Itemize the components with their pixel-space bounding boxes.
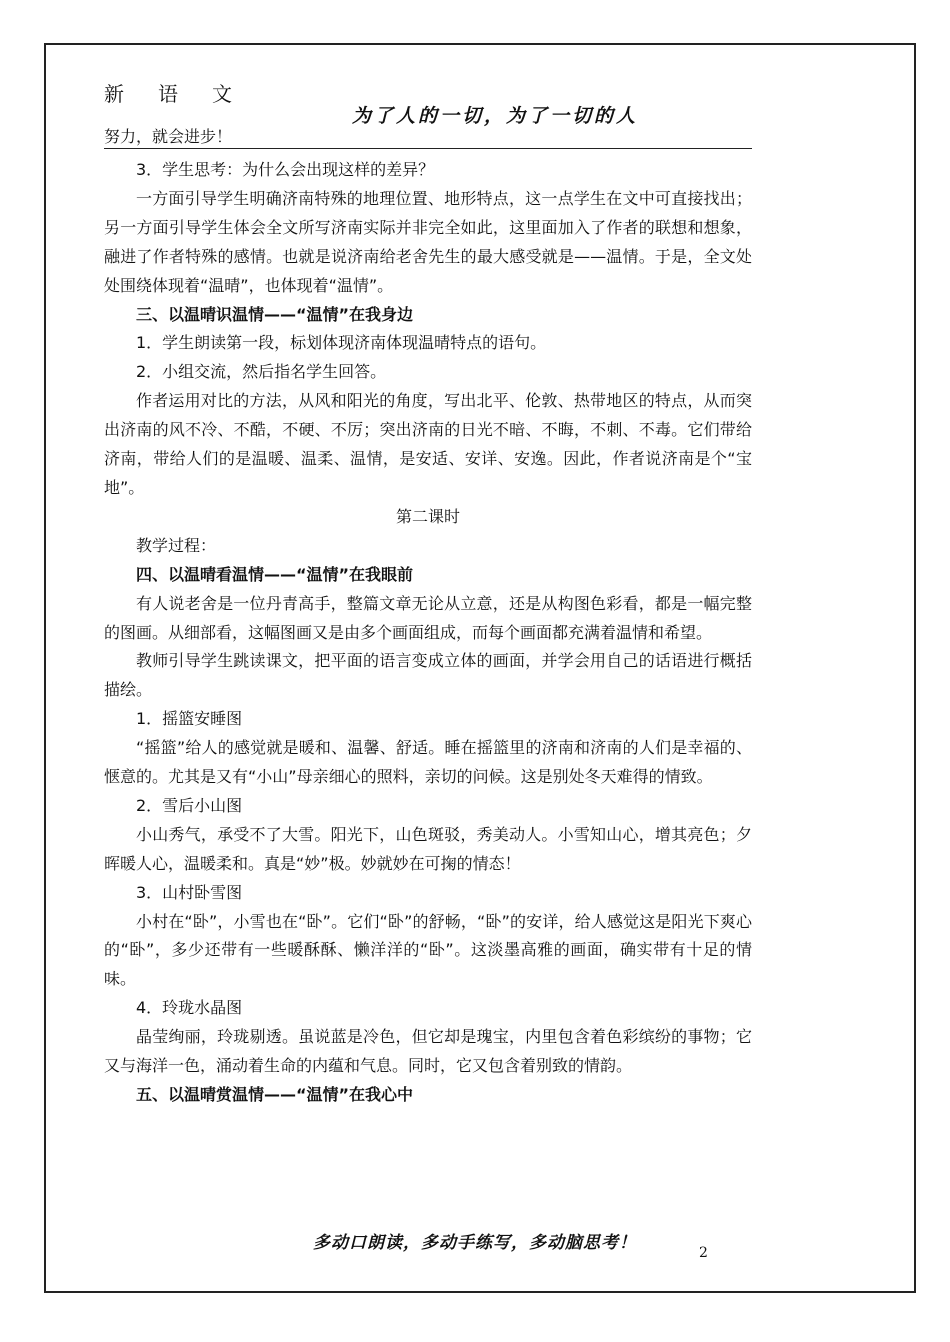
paragraph: 晶莹绚丽，玲珑剔透。虽说蓝是冷色，但它却是瑰宝，内里包含着色彩缤纷的事物；它又与海洋一色，涌动着生命的内蕴和气息。同时，它又包含着别致的情韵。: [104, 1027, 752, 1076]
subheading: 2．雪后小山图: [136, 795, 243, 815]
paragraph: 小村在“卧”，小雪也在“卧”。它们“卧”的舒畅，“卧”的安详，给人感觉这是阳光下爽心的“卧”，多少还带有一些暖酥酥、懒洋洋的“卧”。这淡墨高雅的画面，确实带有十足的情味。: [104, 911, 752, 989]
paragraph: 有人说老舍是一位丹青高手，整篇文章无论从立意，还是从构图色彩看，都是一幅完整的图画。从细部看，这幅图画又是由多个画面组成，而每个画面都充满着温情和希望。: [104, 593, 752, 642]
page-number: 2: [699, 1245, 708, 1261]
paragraph: 1．学生朗读第一段，标划体现济南体现温晴特点的语句。: [136, 333, 547, 353]
footer-slogan: 多动口朗读，多动手练写，多动脑思考！: [313, 1233, 637, 1253]
header-divider: [104, 148, 752, 149]
subheading: 3．山村卧雪图: [136, 882, 243, 902]
header-slogan: 为了人的一切，为了一切的人: [352, 105, 639, 127]
paragraph: 2．小组交流，然后指名学生回答。: [136, 362, 387, 382]
section-heading: 五、以温晴赏温情——“温情”在我心中: [136, 1085, 414, 1104]
paragraph: “摇篮”给人的感觉就是暖和、温馨、舒适。睡在摇篮里的济南和济南的人们是幸福的、惬意的。尤其是又有“小山”母亲细心的照料，亲切的问候。这是别处冬天难得的情致。: [104, 738, 752, 787]
paragraph: 一方面引导学生明确济南特殊的地理位置、地形特点，这一点学生在文中可直接找出；另一方面引导学生体会全文所写济南实际并非完全如此，这里面加入了作者的联想和想象，融进了作者特殊的感情。也就是说济南给老舍先生的最大感受就是——温情。于是，全文处处围绕体现着“温晴”，也体现着“温情”。: [104, 188, 752, 295]
paragraph: 教学过程：: [136, 535, 217, 555]
subheading: 1．摇篮安睡图: [136, 709, 243, 729]
paragraph: 3．学生思考：为什么会出现这样的差异？: [136, 160, 435, 179]
paragraph: 小山秀气，承受不了大雪。阳光下，山色斑驳，秀美动人。小雪知山心，增其亮色；夕晖暖人心，温暖柔和。真是“妙”极。妙就妙在可掬的情态！: [104, 824, 752, 873]
header-subtitle: 努力，就会进步！: [104, 127, 233, 146]
section-heading: 三、以温晴识温情——“温情”在我身边: [136, 304, 414, 324]
subheading: 4．玲珑水晶图: [136, 998, 243, 1018]
section-heading: 四、以温晴看温情——“温情”在我眼前: [136, 564, 414, 584]
paragraph: 作者运用对比的方法，从风和阳光的角度，写出北平、伦敦、热带地区的特点，从而突出济南的风不冷、不酷，不硬、不厉；突出济南的日光不暗、不晦，不刺、不毒。它们带给济南，带给人们的是温暖、温柔、温情，是安适、安详、安逸。因此，作者说济南是个“宝地”。: [104, 391, 752, 497]
header-title: 新语文: [104, 82, 266, 106]
paragraph: 教师引导学生跳读课文，把平面的语言变成立体的画面，并学会用自己的话语进行概括描绘。: [104, 651, 752, 700]
lesson-heading: 第二课时: [395, 506, 460, 526]
document-body: [104, 156, 752, 1110]
